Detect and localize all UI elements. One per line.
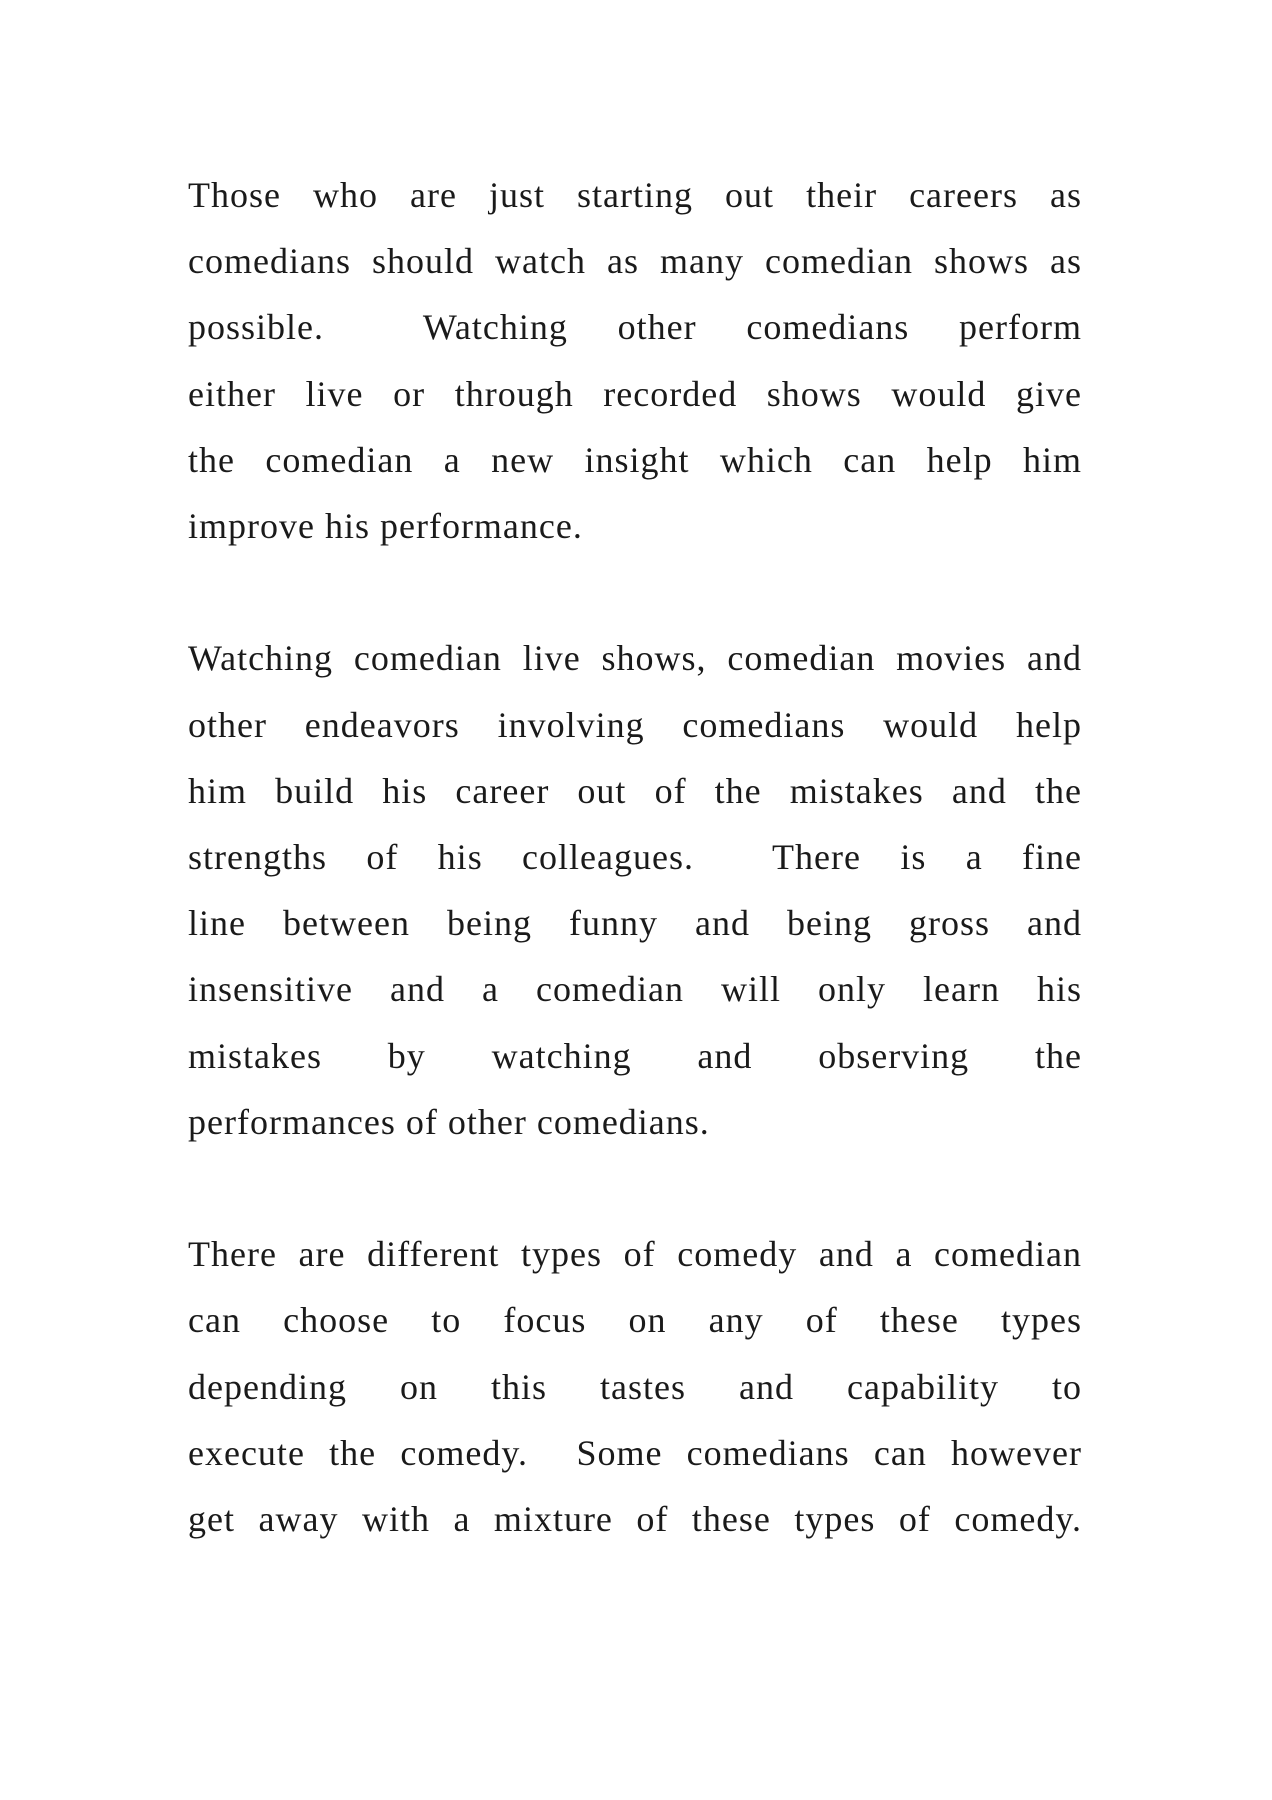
text-line: the comedian a new insight which can help him: [188, 439, 1082, 480]
paragraph: [188, 162, 1082, 559]
text-line: improve his performance.: [188, 506, 583, 547]
text-line: comedians should watch as many comedian shows as: [188, 241, 1082, 282]
text-line: strengths of his colleagues. There is a fine: [188, 837, 1082, 878]
text-line: other endeavors involving comedians would help: [188, 704, 1082, 745]
text-line: execute the comedy. Some comedians can however: [188, 1432, 1082, 1473]
text-line: line between being funny and being gross and: [188, 903, 1082, 944]
text-line: can choose to focus on any of these types: [188, 1300, 1082, 1341]
text-line: possible. Watching other comedians perform: [188, 307, 1082, 348]
text-line: depending on this tastes and capability to: [188, 1366, 1082, 1407]
text-line: performances of other comedians.: [188, 1101, 710, 1142]
text-line: Watching comedian live shows, comedian movies and: [188, 638, 1082, 679]
text-line: him build his career out of the mistakes and the: [188, 770, 1082, 811]
paragraph: [188, 625, 1082, 1155]
text-line: Those who are just starting out their careers as: [188, 175, 1082, 215]
text-line: mistakes by watching and observing the: [188, 1035, 1082, 1076]
text-line: insensitive and a comedian will only learn his: [188, 969, 1082, 1010]
text-line: either live or through recorded shows would give: [188, 373, 1082, 414]
text-line: There are different types of comedy and a comedian: [188, 1234, 1082, 1275]
document-text-block: [188, 162, 1082, 1552]
paragraph: [188, 1221, 1082, 1552]
text-line: get away with a mixture of these types of comedy.: [188, 1499, 1082, 1540]
